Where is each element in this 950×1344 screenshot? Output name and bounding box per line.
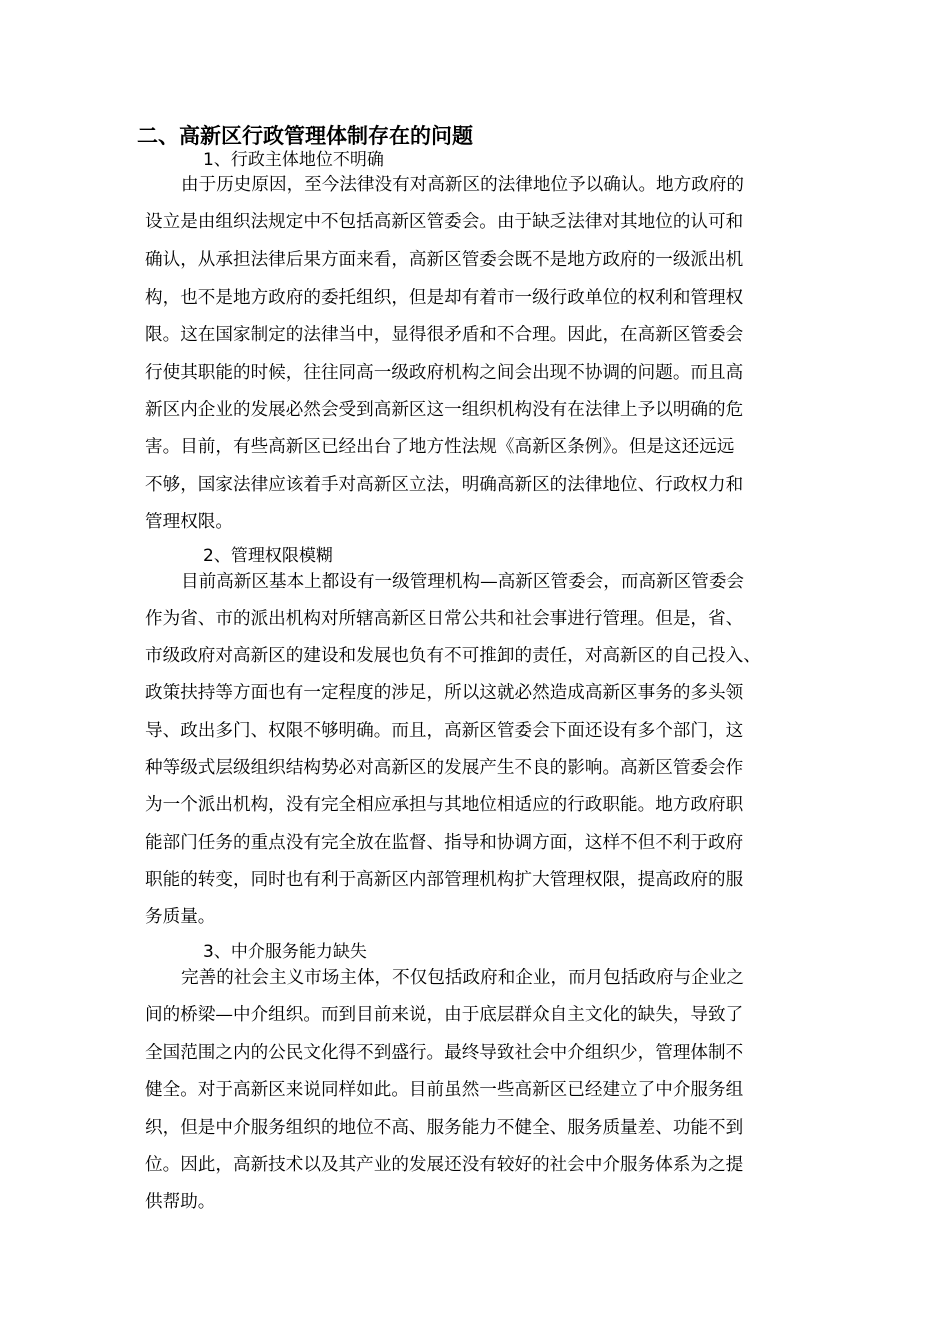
paragraph-line: 位。因此，高新技术以及其产业的发展还没有较好的社会中介服务体系为之提 [145,1155,744,1175]
paragraph-line: 作为省、市的派出机构对所辖高新区日常公共和社会事进行管理。但是，省、 [145,609,744,629]
paragraph-line: 导、政出多门、权限不够明确。而且，高新区管委会下面还设有多个部门，这 [145,721,744,741]
subsection-title-1: 1、行政主体地位不明确 [203,150,384,170]
paragraph-line: 完善的社会主义市场主体，不仅包括政府和企业，而月包括政府与企业之 [181,968,745,988]
paragraph-line: 务质量。 [145,907,216,927]
paragraph-line: 市级政府对高新区的建设和发展也负有不可推卸的责任，对高新区的自己投入、 [145,646,761,666]
paragraph-line: 限。这在国家制定的法律当中，显得很矛盾和不合理。因此，在高新区管委会 [145,325,744,345]
paragraph-line: 不够，国家法律应该着手对高新区立法，明确高新区的法律地位、行政权力和 [145,475,744,495]
paragraph-line: 为一个派出机构，没有完全相应承担与其地位相适应的行政职能。地方政府职 [145,795,744,815]
paragraph-line: 能部门任务的重点没有完全放在监督、指导和协调方面，这样不但不利于政府 [145,833,744,853]
paragraph-line: 管理权限。 [145,512,233,532]
paragraph-line: 害。目前，有些高新区已经出台了地方性法规《高新区条例》。但是这还远远 [145,437,735,457]
section-heading: 二、高新区行政管理体制存在的问题 [137,124,473,148]
paragraph-line: 新区内企业的发展必然会受到高新区这一组织机构没有在法律上予以明确的危 [145,400,744,420]
paragraph-line: 由于历史原因，至今法律没有对高新区的法律地位予以确认。地方政府的 [181,175,745,195]
paragraph-line: 政策扶持等方面也有一定程度的涉足，所以这就必然造成高新区事务的多头领 [145,683,744,703]
paragraph-line: 间的桥梁—中介组织。而到目前来说，由于底层群众自主文化的缺失，导致了 [145,1005,744,1025]
paragraph-line: 行使其职能的时候，往往同高一级政府机构之间会出现不协调的问题。而且高 [145,363,744,383]
paragraph-line: 设立是由组织法规定中不包括高新区管委会。由于缺乏法律对其地位的认可和 [145,212,744,232]
subsection-title-2: 2、管理权限模糊 [203,546,333,566]
paragraph-line: 目前高新区基本上都设有一级管理机构—高新区管委会，而高新区管委会 [181,572,745,592]
subsection-title-3: 3、中介服务能力缺失 [203,942,367,962]
paragraph-line: 构，也不是地方政府的委托组织，但是却有着市一级行政单位的权利和管理权 [145,288,744,308]
paragraph-line: 职能的转变，同时也有利于高新区内部管理机构扩大管理权限，提高政府的服 [145,870,744,890]
paragraph-line: 种等级式层级组织结构势必对高新区的发展产生不良的影响。高新区管委会作 [145,758,744,778]
paragraph-line: 确认，从承担法律后果方面来看，高新区管委会既不是地方政府的一级派出机 [145,250,744,270]
paragraph-line: 健全。对于高新区来说同样如此。目前虽然一些高新区已经建立了中介服务组 [145,1080,744,1100]
paragraph-line: 供帮助。 [145,1192,216,1212]
paragraph-line: 织，但是中介服务组织的地位不高、服务能力不健全、服务质量差、功能不到 [145,1118,744,1138]
paragraph-line: 全国范围之内的公民文化得不到盛行。最终导致社会中介组织少，管理体制不 [145,1043,744,1063]
